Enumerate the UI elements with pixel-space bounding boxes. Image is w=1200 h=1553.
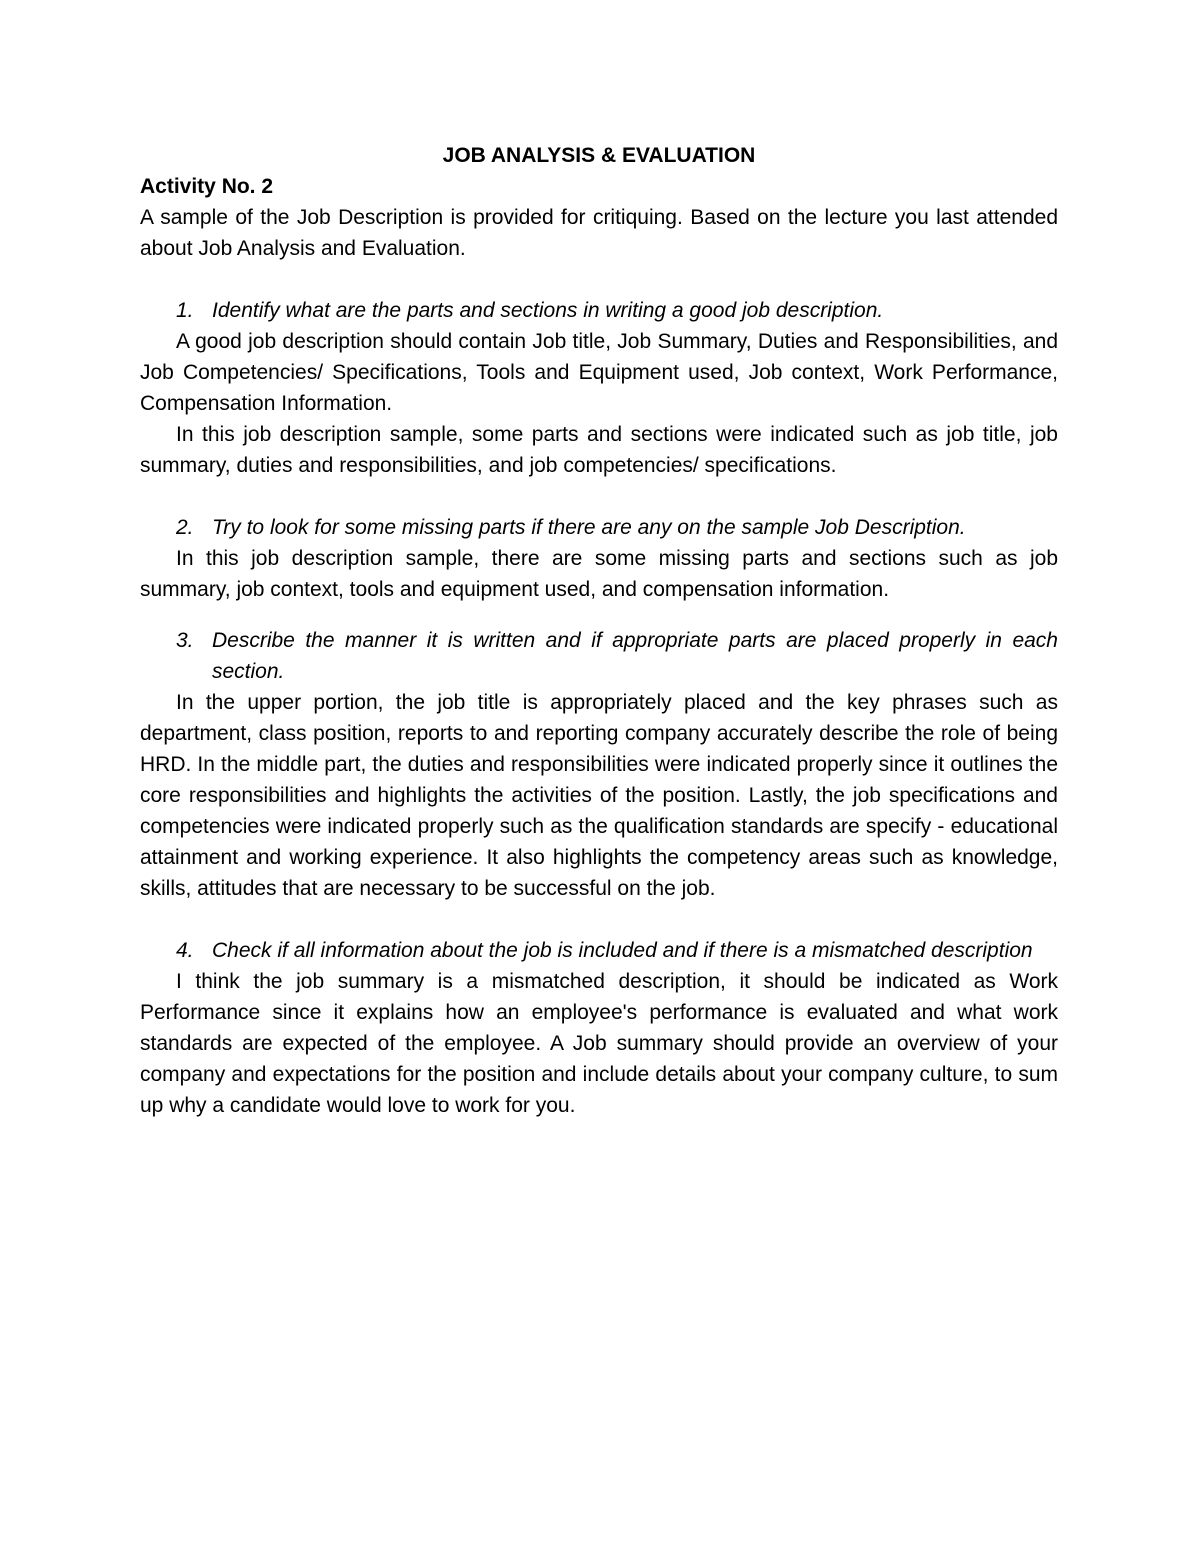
question-text: Check if all information about the job is included and if there is a mismatched description: [212, 939, 1033, 962]
answer-paragraph: In this job description sample, some parts and sections were indicated such as job title, job summary, duties and responsibilities, and job competencies/ specifications.: [140, 423, 1058, 477]
question-4: [176, 935, 1058, 966]
question-2: [176, 512, 1058, 543]
answer-paragraph: I think the job summary is a mismatched description, it should be indicated as Work Performance since it explains how an employee's performance is evaluated and what work standards are expected of the employee. A Job summary should provide an overview of your company and expectations for the position and include details about your company culture, to sum up why a candidate would love to work for you.: [140, 970, 1058, 1117]
question-number: 3.: [176, 629, 194, 652]
question-number: 4.: [176, 939, 194, 962]
question-text: Identify what are the parts and sections in writing a good job description.: [212, 299, 884, 322]
spacer: [140, 605, 1058, 625]
activity-heading: Activity No. 2: [140, 175, 274, 198]
spacer: [140, 481, 1058, 512]
question-1: [176, 295, 1058, 326]
document-title: JOB ANALYSIS & EVALUATION: [442, 144, 756, 167]
question-3: [176, 625, 1058, 687]
answer-paragraph: In the upper portion, the job title is appropriately placed and the key phrases such as department, class position, reports to and reporting company accurately describe the role of being HRD. In the middle part, the duties and responsibilities were indicated properly since it outlines the core responsibilities and highlights the activities of the position. Lastly, the job specifications and competencies were indicated properly such as the qualification standards are specify - educational attainment and working experience. It also highlights the competency areas such as knowledge, skills, attitudes that are necessary to be successful on the job.: [140, 691, 1058, 900]
question-number: 1.: [176, 299, 194, 322]
answer-paragraph: In this job description sample, there are some missing parts and sections such as job summary, job context, tools and equipment used, and compensation information.: [140, 547, 1058, 601]
question-text: Describe the manner it is written and if appropriate parts are placed properly in each section.: [212, 629, 1058, 683]
document-page: [140, 140, 1058, 1121]
spacer: [140, 264, 1058, 295]
question-number: 2.: [176, 516, 194, 539]
answer-paragraph: A good job description should contain Job title, Job Summary, Duties and Responsibilities, and Job Competencies/ Specifications, Tools and Equipment used, Job context, Work Performance, Compensation Information.: [140, 330, 1058, 415]
spacer: [140, 904, 1058, 935]
question-text: Try to look for some missing parts if there are any on the sample Job Description.: [212, 516, 966, 539]
intro-paragraph: A sample of the Job Description is provided for critiquing. Based on the lecture you last attended about Job Analysis and Evaluation.: [140, 206, 1058, 260]
